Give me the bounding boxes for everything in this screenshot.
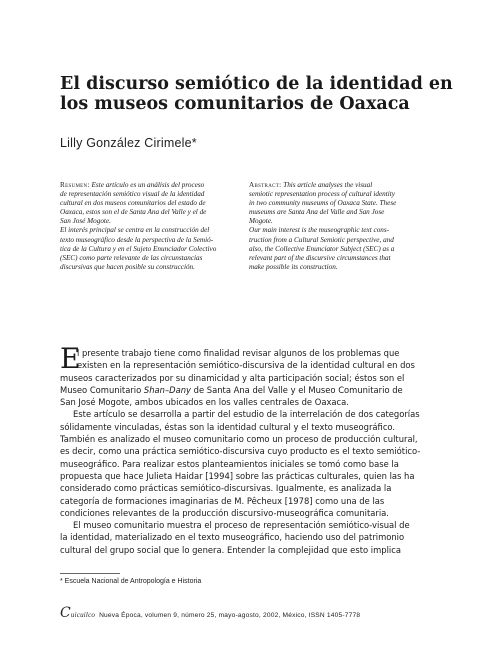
body-line: es decir, como una práctica semiótico-discursiva cuyo producto es el texto semiótico- — [60, 446, 421, 457]
abstract-line: make possible its construction. — [249, 262, 338, 271]
body-line: considerado como prácticas semiótico-discursivas. Igualmente, es analizada la — [60, 483, 392, 494]
body-text — [60, 342, 429, 556]
body-text-run: de Santa Ana del Valle y el Museo Comunitario de — [191, 384, 403, 395]
museum-name: Shan–Dany — [143, 384, 191, 395]
abstract-line: Oaxaca, estos son el de Santa Ana del Valle y el de — [60, 208, 207, 217]
body-line: San José Mogote, ambos ubicados en los valles centrales de Oaxaca. — [60, 397, 349, 408]
abstract-line: Mogote. — [249, 217, 273, 226]
body-line: condiciones relevantes de la producción discursivo-museográfica comunitaria. — [60, 507, 389, 518]
abstract-line: El interés principal se centra en la construcción del — [60, 226, 210, 235]
body-line: propuesta que hace Julieta Haidar [1994] sobre las prácticas culturales, quien las ha — [60, 470, 415, 481]
abstract-line: discursivas que hacen posible su construcción. — [60, 262, 195, 271]
author-name: Lilly González Cirimele* — [60, 136, 197, 150]
body-line: existen en la representación semiótico-discursiva de la identidad cultural en dos — [77, 360, 415, 371]
journal-logo-name: uicuilco — [70, 611, 96, 619]
abstract-label: Abstract: — [249, 181, 282, 189]
abstract-line: This article analyses the visual — [281, 181, 373, 189]
body-line: sólidamente vinculadas, éstas son la identidad cultural y el texto museográfico. — [60, 421, 396, 432]
abstract-line: San José Mogote. — [60, 217, 111, 226]
abstract-line: cultural en dos museos comunitarios del estado de — [60, 199, 206, 208]
body-line: También es analizado el museo comunitario como un proceso de producción cultural, — [60, 434, 418, 445]
body-line — [60, 384, 429, 396]
abstract-label: Resumen: — [60, 181, 90, 189]
body-line: l presente trabajo tiene como finalidad revisar algunos de los problemas que — [77, 348, 400, 358]
footnote: * Escuela Nacional de Antropología e Historia — [60, 578, 202, 585]
body-line: museográfico. Para realizar estos planteamientos iniciales se tomó como base la — [60, 458, 399, 469]
abstract-line: semiotic representation process of cultural identity — [249, 190, 395, 199]
abstract-line: in two community museums of Oaxaca State. These — [249, 199, 397, 208]
journal-logo-initial: C — [60, 605, 71, 621]
drop-cap: E — [60, 342, 81, 375]
body-text-run: Museo Comunitario — [60, 384, 144, 395]
abstract-line: also, the Collective Enunciator Subject (SEC) as a — [249, 244, 395, 253]
body-line: Este artículo se desarrolla a partir del estudio de la interrelación de dos categorías — [73, 409, 420, 420]
body-line: cultural del grupo social que lo genera. Entender la complejidad que esto implica — [60, 544, 401, 555]
body-line: El museo comunitario muestra el proceso de representación semiótico-visual de — [73, 520, 410, 531]
abstract-line: Our main interest is the museographic text cons- — [249, 226, 390, 235]
footnote-divider — [60, 573, 120, 574]
abstract-line: (SEC) como parte relevante de las circunstancias — [60, 253, 203, 262]
abstract-spanish — [60, 181, 238, 272]
title-line: los museos comunitarios de Oaxaca — [60, 94, 410, 114]
page-footer — [60, 606, 360, 620]
abstract-line: truction from a Cultural Semiotic perspective, and — [249, 235, 394, 244]
abstract-line: Este artículo es un análisis del proceso — [89, 181, 205, 189]
abstract-line: tica de la Cultura y en el Sujeto Enunciador Colectivo — [60, 244, 217, 253]
article-title — [60, 74, 453, 114]
body-line: museos caracterizados por su dinamicidad y alta participación social; éstos son el — [60, 372, 405, 383]
body-line: categoría de formaciones imaginarias de M. Pêcheux [1978] como una de las — [60, 495, 385, 506]
abstract-english — [249, 181, 429, 272]
abstract-line: texto museográfico desde la perspectiva de la Semió- — [60, 235, 214, 244]
abstract-line: museums are Santa Ana del Valle and San Jose — [249, 208, 385, 217]
abstract-line: de representación semiótico visual de la identidad — [60, 190, 205, 199]
body-line: la identidad, materializado en el texto museográfico, haciendo uso del patrimonio — [60, 532, 405, 543]
title-line: El discurso semiótico de la identidad en — [60, 74, 453, 94]
abstract-line: relevant part of the discursive circumstances that — [249, 253, 391, 262]
journal-citation: Nueva Época, volumen 9, número 25, mayo-agosto, 2002, México, ISSN 1405-7778 — [99, 612, 361, 619]
